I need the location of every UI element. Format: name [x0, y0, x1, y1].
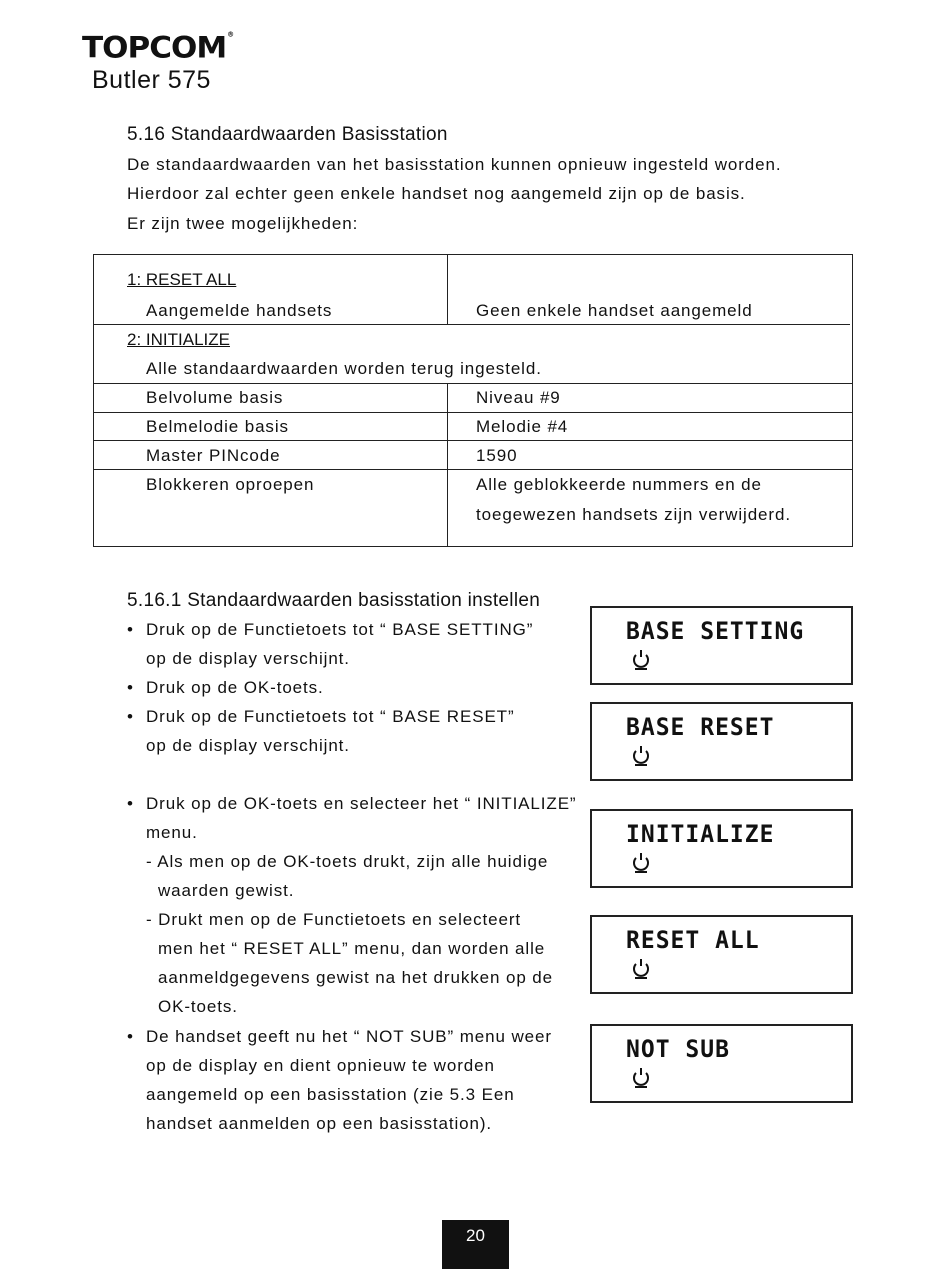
function-key-icon — [632, 649, 650, 671]
instruction-line: menu. — [146, 823, 198, 842]
bullet: • — [127, 678, 134, 697]
function-key-icon — [632, 852, 650, 874]
page-number: 20 — [466, 1226, 485, 1245]
lcd-text: RESET ALL — [626, 927, 760, 955]
initialize-desc: Alle standaardwaarden worden terug ingesteld. — [146, 359, 542, 378]
bullet: • — [127, 707, 134, 726]
defaults-table — [93, 254, 853, 547]
lcd-text: INITIALIZE — [626, 821, 775, 849]
lcd-text: BASE RESET — [626, 714, 775, 742]
function-key-icon — [632, 1067, 650, 1089]
model-name: Butler 575 — [92, 66, 211, 94]
bullet: • — [127, 794, 134, 813]
table-row-setting: Belmelodie basis — [146, 417, 289, 436]
table-row-value: Niveau #9 — [476, 388, 561, 407]
table-row-setting: Belvolume basis — [146, 388, 284, 407]
intro-line: Hierdoor zal echter geen enkele handset nog aangemeld zijn op de basis. — [127, 184, 746, 204]
instruction-line: aangemeld op een basisstation (zie 5.3 Een — [146, 1085, 515, 1104]
table-row-value: 1590 — [476, 446, 518, 465]
lcd-text: NOT SUB — [626, 1036, 730, 1064]
reset-all-right: Geen enkele handset aangemeld — [476, 301, 753, 320]
instruction-line: Druk op de OK-toets. — [146, 678, 324, 697]
function-key-icon — [632, 958, 650, 980]
lcd-text: BASE SETTING — [626, 618, 805, 646]
function-key-icon — [632, 745, 650, 767]
bullet: • — [127, 620, 134, 639]
instruction-line: De handset geeft nu het “ NOT SUB” menu weer — [146, 1027, 552, 1046]
instruction-line: op de display verschijnt. — [146, 736, 350, 755]
instruction-line: op de display verschijnt. — [146, 649, 350, 668]
intro-line: Er zijn twee mogelijkheden: — [127, 213, 359, 233]
initialize-title: 2: INITIALIZE — [127, 330, 230, 349]
instruction-line: Druk op de OK-toets en selecteer het “ INITIALIZE” — [146, 794, 577, 813]
reset-all-title: 1: RESET ALL — [127, 270, 237, 289]
lcd-display — [590, 809, 853, 888]
lcd-display — [590, 915, 853, 994]
instruction-line: - Als men op de OK-toets drukt, zijn alle huidige — [146, 852, 549, 871]
bullet: • — [127, 1027, 134, 1046]
lcd-display — [590, 606, 853, 685]
instruction-line: OK-toets. — [158, 997, 238, 1016]
table-row-value: Alle geblokkeerde nummers en de — [476, 475, 762, 494]
instruction-line: men het “ RESET ALL” menu, dan worden alle — [158, 939, 546, 958]
lcd-display — [590, 1024, 853, 1103]
reset-all-left: Aangemelde handsets — [146, 301, 333, 320]
table-row-value: Melodie #4 — [476, 417, 569, 436]
instruction-line: waarden gewist. — [158, 881, 295, 900]
table-row-setting: Blokkeren oproepen — [146, 475, 315, 494]
subsection-title: 5.16.1 Standaardwaarden basisstation instellen — [127, 590, 541, 611]
page-number-box — [442, 1220, 509, 1269]
instruction-line: Druk op de Functietoets tot “ BASE RESET” — [146, 707, 515, 726]
instruction-line: aanmeldgegevens gewist na het drukken op de — [158, 968, 554, 987]
lcd-display — [590, 702, 853, 781]
instruction-line: Druk op de Functietoets tot “ BASE SETTING” — [146, 620, 534, 639]
section-title: 5.16 Standaardwaarden Basisstation — [127, 124, 448, 145]
table-row-value-cont: toegewezen handsets zijn verwijderd. — [476, 505, 791, 524]
table-row-setting: Master PINcode — [146, 446, 281, 465]
intro-text — [127, 150, 781, 238]
instruction-line: op de display en dient opnieuw te worden — [146, 1056, 495, 1075]
intro-line: De standaardwaarden van het basisstation kunnen opnieuw ingesteld worden. — [127, 155, 782, 174]
brand-logo: TOPCOM® — [82, 30, 235, 66]
instruction-line: - Drukt men op de Functietoets en selecteert — [146, 910, 522, 929]
instruction-line: handset aanmelden op een basisstation). — [146, 1114, 493, 1133]
